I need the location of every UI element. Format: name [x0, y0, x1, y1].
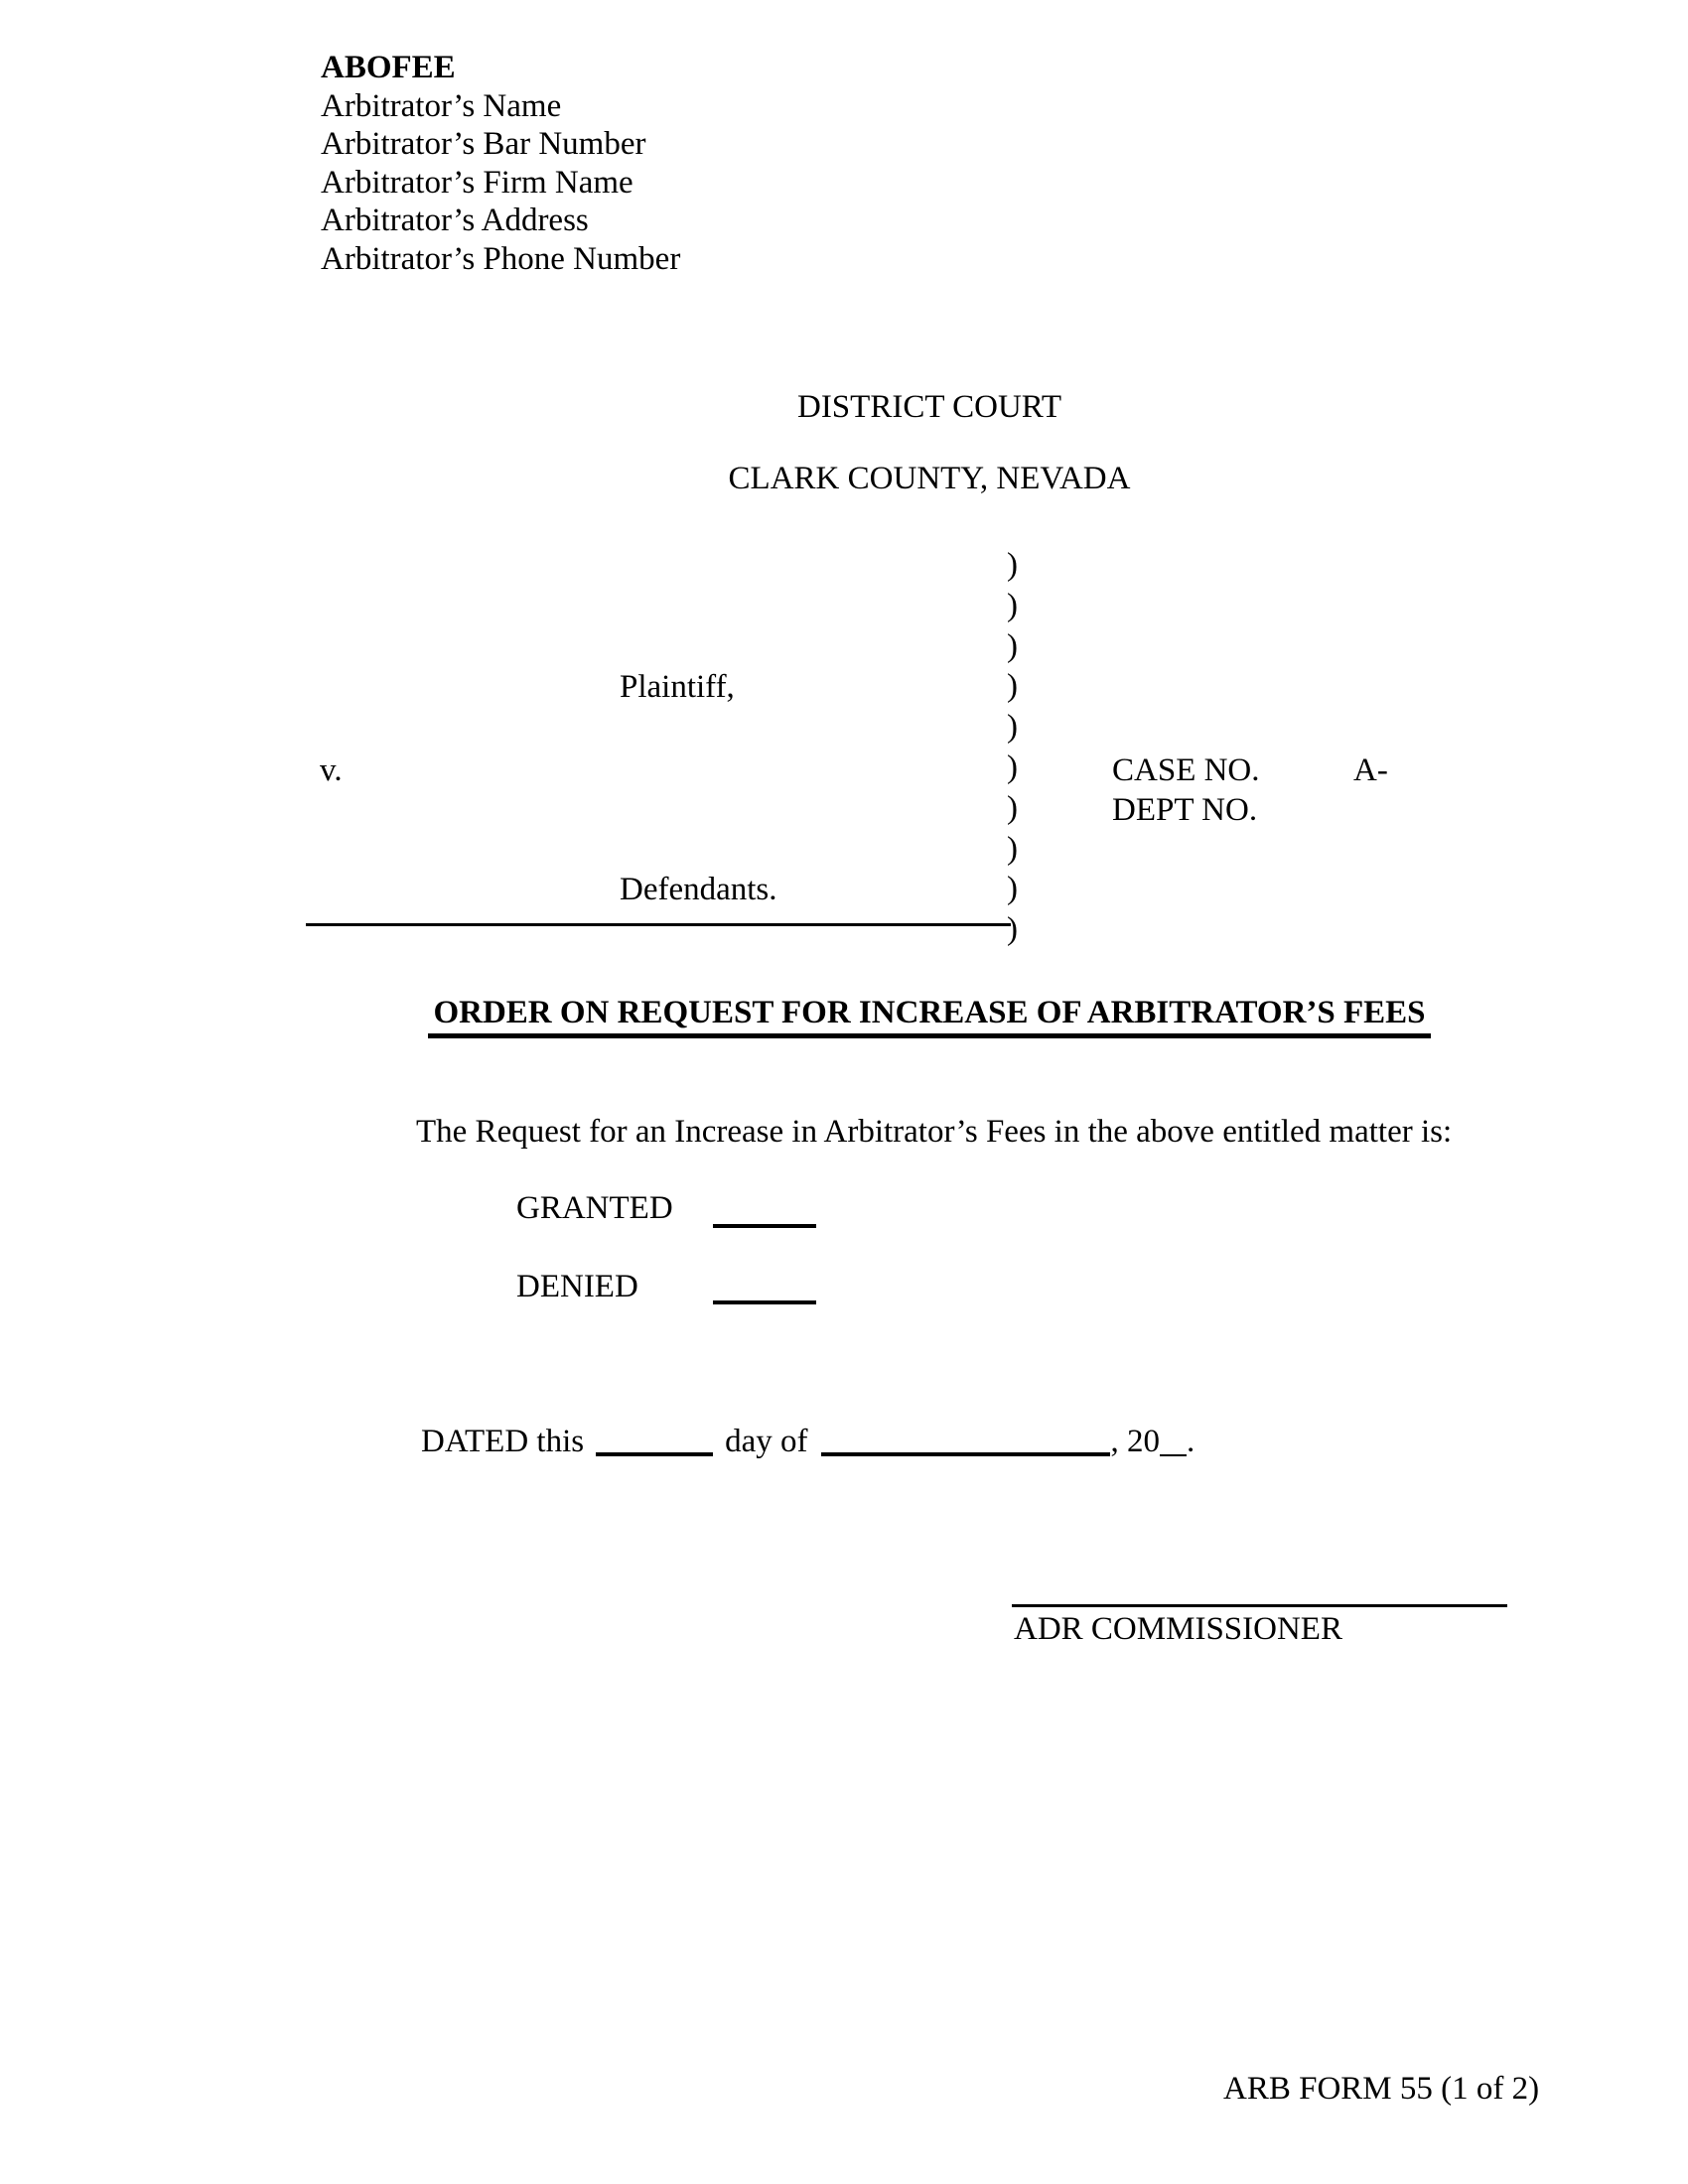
plaintiff-label: Plaintiff, [620, 669, 735, 705]
header-line-arbitrator-firm-name: Arbitrator’s Firm Name [321, 164, 633, 201]
paren-mark: ) [1007, 911, 1018, 948]
order-title-band [318, 995, 1541, 1038]
order-title: ORDER ON REQUEST FOR INCREASE OF ARBITRATOR’S FEES [428, 995, 1430, 1038]
court-county: CLARK COUNTY, NEVADA [728, 461, 1131, 496]
year-prefix: , 20 [1110, 1424, 1160, 1459]
header-line-arbitrator-bar-number: Arbitrator’s Bar Number [321, 126, 646, 162]
paren-mark: ) [1007, 668, 1018, 705]
paren-mark: ) [1007, 871, 1018, 907]
paren-mark: ) [1007, 709, 1018, 746]
caption-rule [306, 923, 1011, 926]
month-blank-line [821, 1452, 1110, 1456]
dept-number-label: DEPT NO. [1112, 792, 1258, 828]
case-number-label: CASE NO. [1112, 752, 1260, 788]
granted-blank-line [713, 1224, 816, 1228]
caption-paren-column [1007, 545, 1018, 950]
order-intro: The Request for an Increase in Arbitrator’s Fees in the above entitled matter is: [416, 1114, 1453, 1150]
header-line-arbitrator-address: Arbitrator’s Address [321, 203, 589, 238]
denied-label: DENIED [516, 1269, 638, 1304]
paren-mark: ) [1007, 830, 1018, 867]
day-blank-line [596, 1452, 713, 1456]
form-code: ABOFEE [321, 50, 456, 85]
dated-period: . [1186, 1424, 1196, 1459]
versus-label: v. [320, 752, 343, 788]
dated-line [421, 1422, 1195, 1461]
paren-mark: ) [1007, 789, 1018, 826]
footer-form-number: ARB FORM 55 (1 of 2) [1223, 2071, 1540, 2107]
year-blank-line [1160, 1454, 1187, 1456]
defendants-label: Defendants. [620, 872, 777, 907]
signature-rule [1012, 1604, 1507, 1607]
paren-mark: ) [1007, 547, 1018, 583]
adr-commissioner-label: ADR COMMISSIONER [1014, 1611, 1342, 1647]
dated-prefix: DATED this [421, 1424, 585, 1459]
case-number-value: A- [1353, 752, 1388, 788]
granted-label: GRANTED [516, 1190, 673, 1226]
paren-mark: ) [1007, 627, 1018, 664]
paren-mark: ) [1007, 587, 1018, 623]
paren-mark: ) [1007, 749, 1018, 785]
header-line-arbitrator-name: Arbitrator’s Name [321, 87, 562, 124]
denied-blank-line [713, 1300, 816, 1304]
header-block [321, 49, 680, 278]
header-line-arbitrator-phone: Arbitrator’s Phone Number [321, 240, 681, 277]
court-title: DISTRICT COURT [796, 389, 1061, 425]
day-of-label: day of [725, 1424, 808, 1459]
